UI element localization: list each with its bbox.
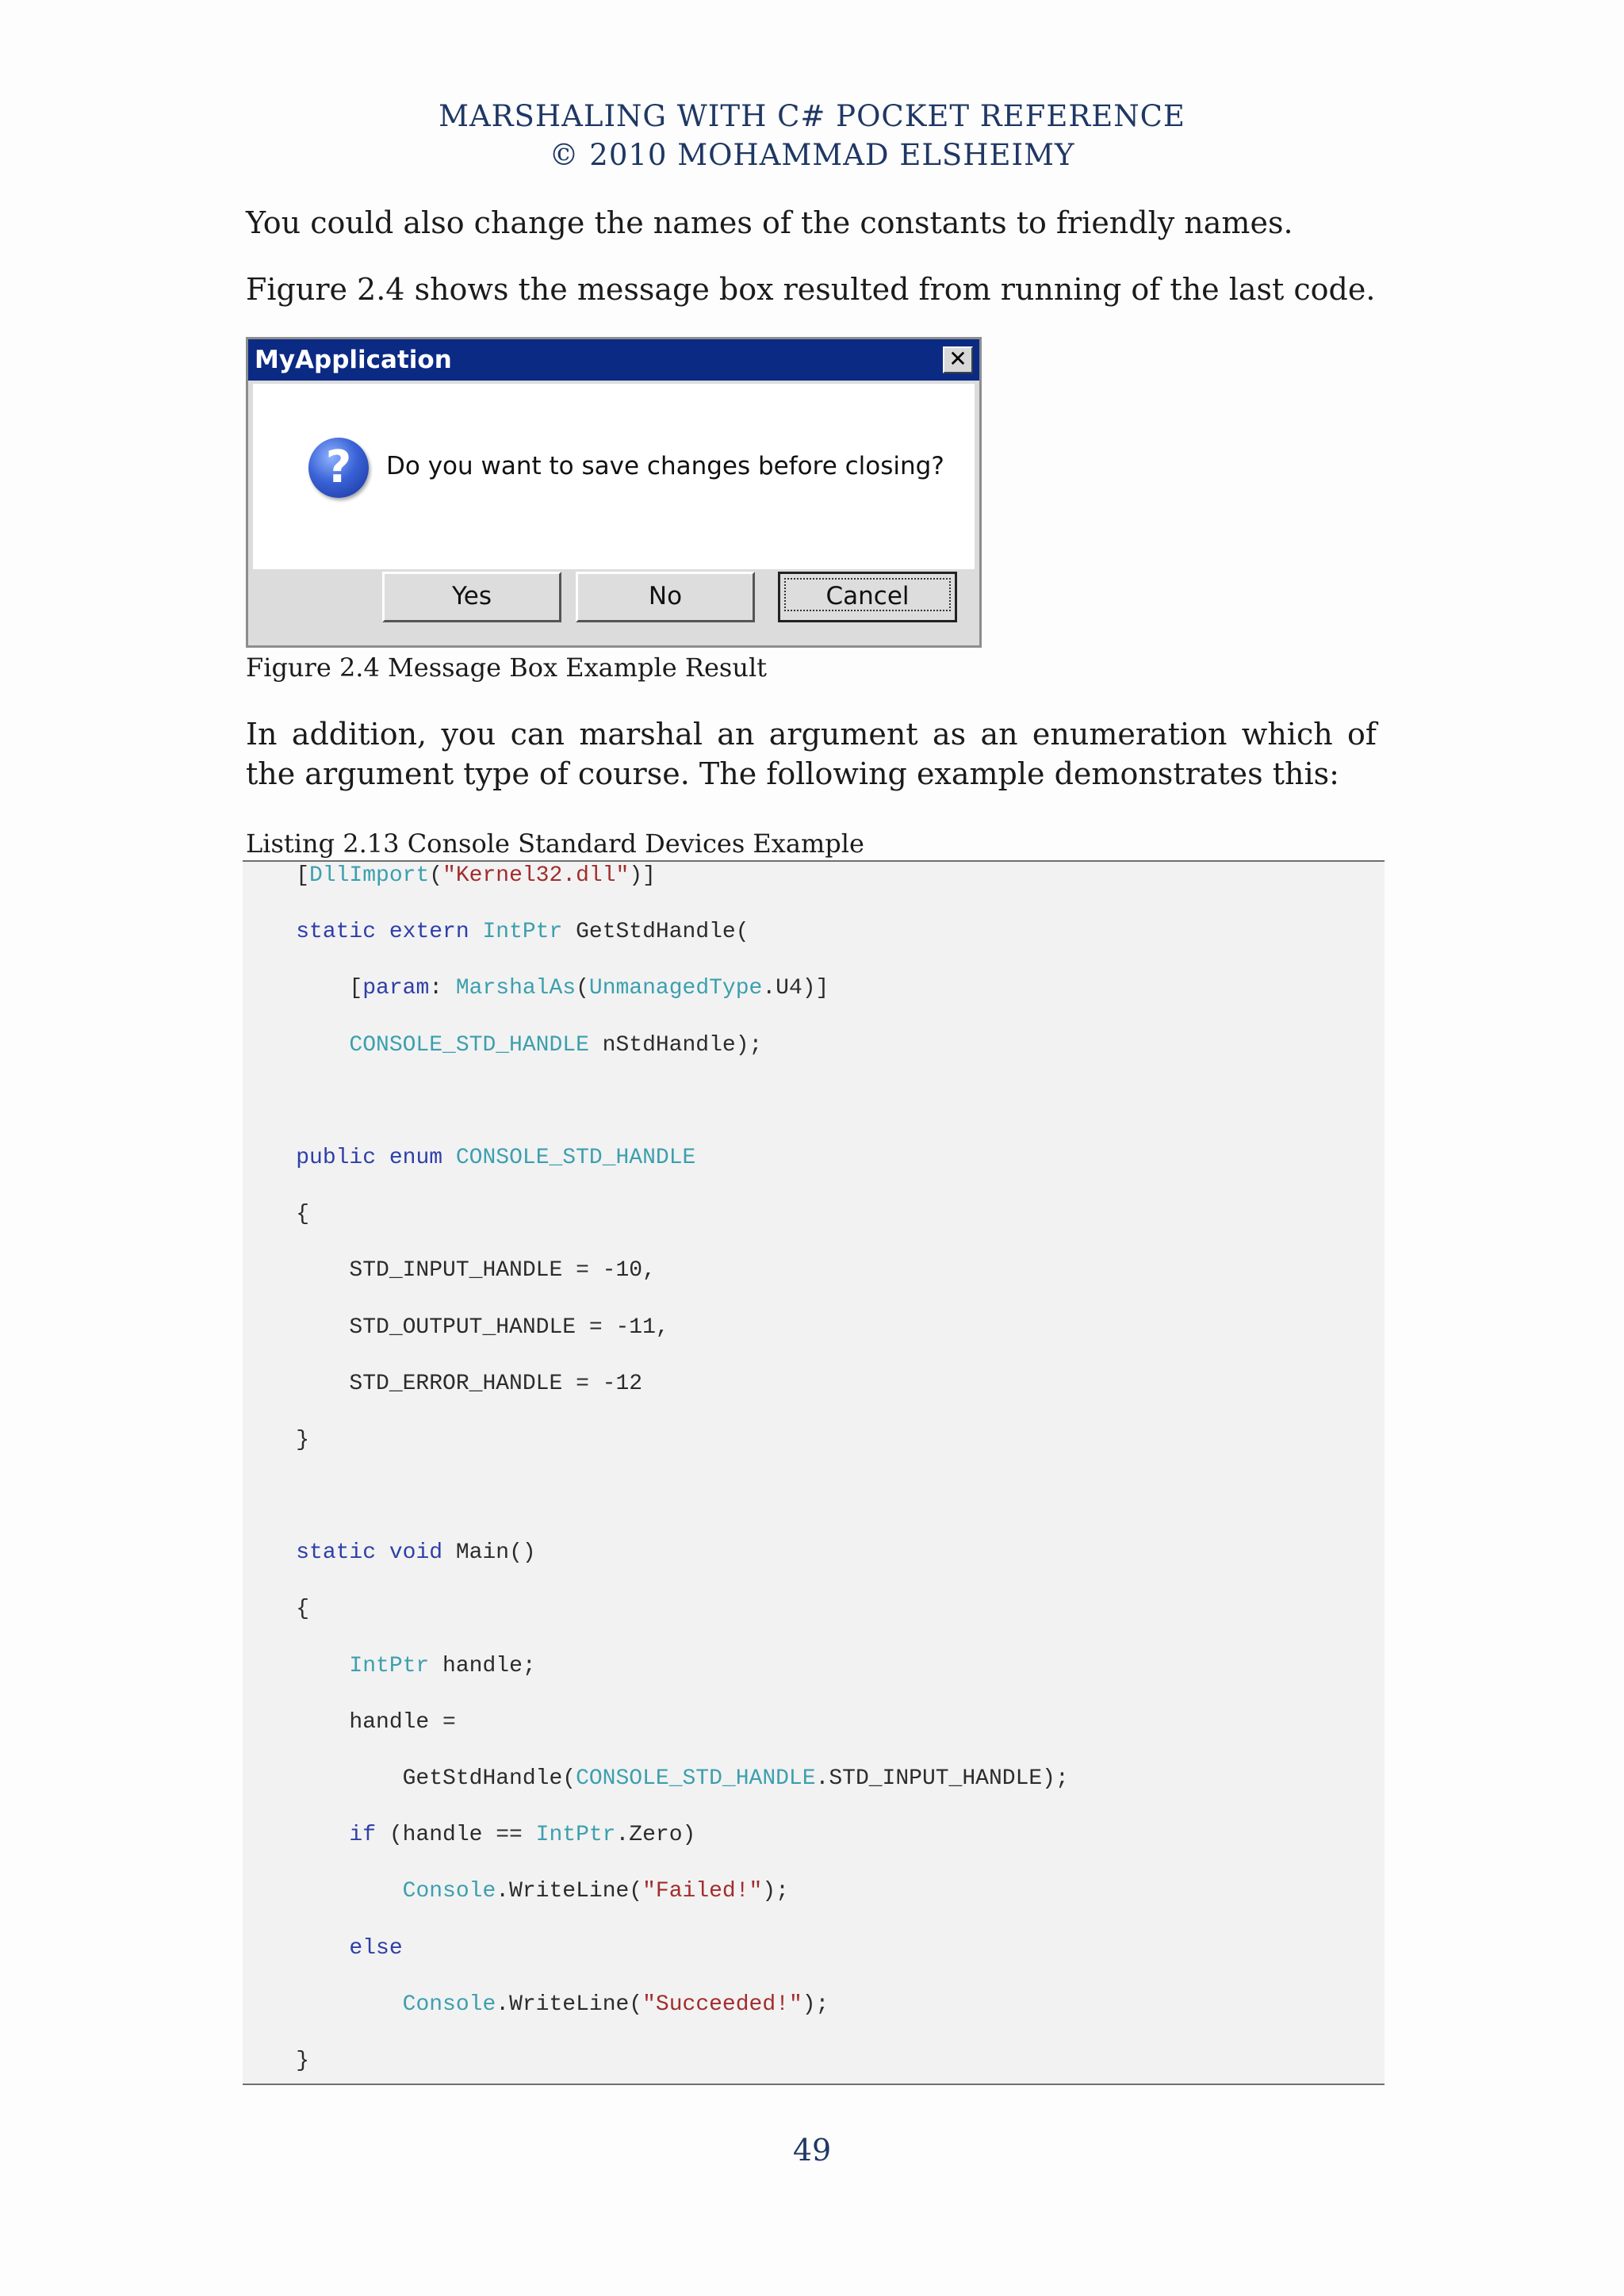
close-icon: ✕ — [943, 346, 973, 373]
code-line — [243, 1088, 1069, 1116]
code-token: ); — [802, 1992, 829, 2017]
code-line — [243, 1821, 1069, 1850]
code-line — [243, 1765, 1069, 1793]
code-token: [ — [243, 863, 310, 888]
code-token: CONSOLE_STD_HANDLE — [455, 1145, 696, 1170]
code-line — [243, 1398, 1069, 1426]
code-line — [243, 1680, 1069, 1709]
code-token: CONSOLE_STD_HANDLE — [349, 1032, 589, 1058]
code-token — [469, 920, 483, 944]
code-line — [243, 947, 1069, 975]
code-token: { — [243, 1597, 310, 1622]
code-line — [243, 1314, 1069, 1342]
code-line — [243, 1652, 1069, 1681]
code-token: .WriteLine( — [496, 1992, 643, 2017]
code-line — [243, 1144, 1069, 1173]
code-token: Console — [402, 1992, 496, 2017]
code-listing — [243, 860, 1385, 2085]
code-token: MarshalAs — [455, 976, 576, 1001]
code-line — [243, 1991, 1069, 2019]
code-token: Console — [402, 1879, 496, 1904]
code-token: Main() — [442, 1540, 536, 1566]
message-box-body — [253, 384, 975, 569]
page-number: 49 — [792, 2133, 832, 2168]
paragraph-enumeration: In addition, you can marshal an argument as an enumeration which of the argument type of course. The following example demonstrates this: — [246, 717, 1377, 791]
code-token: } — [243, 1427, 310, 1452]
header-copyright: © 2010 MOHAMMAD ELSHEIMY — [549, 138, 1075, 172]
code-token — [243, 1936, 349, 1961]
code-token: static extern — [296, 920, 469, 945]
code-token: ( — [429, 863, 443, 888]
cancel-button-label: Cancel — [784, 578, 951, 611]
code-line — [243, 1962, 1069, 1991]
no-button: No — [576, 572, 755, 622]
code-line — [243, 1059, 1069, 1088]
code-line — [243, 1285, 1069, 1314]
code-line — [243, 862, 1069, 890]
code-line — [243, 1906, 1069, 1934]
code-line — [243, 1934, 1069, 1963]
code-token — [442, 1146, 456, 1170]
code-line — [243, 1031, 1069, 1060]
code-line — [243, 2019, 1069, 2047]
code-line — [243, 1709, 1069, 1737]
code-token: STD_INPUT_HANDLE = -10, — [243, 1258, 656, 1284]
code-line — [243, 1173, 1069, 1201]
code-token: "Failed!" — [642, 1879, 763, 1904]
yes-button: Yes — [382, 572, 561, 622]
code-line — [243, 1370, 1069, 1399]
code-token: handle = — [243, 1709, 456, 1735]
message-box-titlebar — [248, 339, 979, 381]
code-line — [243, 1736, 1069, 1765]
code-token: IntPtr — [482, 920, 563, 945]
code-token: { — [243, 1202, 310, 1227]
code-token: if — [349, 1823, 377, 1848]
code-line — [243, 1793, 1069, 1822]
code-token: ( — [576, 976, 589, 1001]
code-token: GetStdHandle( — [562, 920, 749, 945]
paragraph-figure-reference: Figure 2.4 shows the message box resulted from running of the last code. — [246, 272, 1376, 307]
code-token: handle; — [429, 1653, 536, 1678]
paragraph-friendly-names: You could also change the names of the constants to friendly names. — [246, 205, 1293, 240]
code-token: GetStdHandle( — [243, 1766, 576, 1791]
code-token: else — [349, 1935, 403, 1961]
running-header — [0, 97, 1624, 174]
code-line — [243, 1229, 1069, 1257]
code-line — [243, 974, 1069, 1003]
code-token: STD_ERROR_HANDLE = -12 — [243, 1371, 643, 1396]
code-line — [243, 1003, 1069, 1031]
code-token: public enum — [296, 1145, 443, 1170]
code-token — [243, 1992, 403, 2017]
message-box-figure — [246, 337, 982, 648]
code-token — [243, 1879, 403, 1904]
code-token: ); — [762, 1879, 789, 1904]
code-line — [243, 1539, 1069, 1567]
code-token: static void — [296, 1540, 443, 1566]
code-token — [243, 1654, 349, 1678]
code-token: .WriteLine( — [496, 1879, 643, 1904]
code-token — [243, 1033, 349, 1058]
code-token — [243, 1146, 296, 1170]
code-line — [243, 1567, 1069, 1596]
code-line — [243, 1341, 1069, 1370]
code-token — [243, 1540, 296, 1565]
code-token: "Succeeded!" — [642, 1992, 802, 2017]
code-token: .Zero) — [615, 1823, 696, 1848]
message-box-title: MyApplication — [255, 346, 452, 374]
code-token: .STD_INPUT_HANDLE); — [815, 1766, 1069, 1791]
code-token: STD_OUTPUT_HANDLE = -11, — [243, 1314, 669, 1340]
code-line — [243, 1115, 1069, 1144]
code-token: )] — [629, 863, 656, 888]
code-token: DllImport — [309, 863, 430, 888]
question-icon: ? — [308, 438, 369, 498]
code-line — [243, 1426, 1069, 1455]
listing-caption: Listing 2.13 Console Standard Devices Example — [246, 828, 864, 859]
code-token: nStdHandle); — [588, 1032, 763, 1058]
code-line — [243, 1850, 1069, 1878]
code-line — [243, 1483, 1069, 1511]
code-token: CONSOLE_STD_HANDLE — [576, 1766, 816, 1791]
code-line — [243, 1257, 1069, 1285]
code-line — [243, 2047, 1069, 2076]
code-line — [243, 1454, 1069, 1483]
code-line — [243, 1200, 1069, 1229]
code-token: "Kernel32.dll" — [442, 863, 630, 888]
code-line — [243, 1624, 1069, 1652]
code-line — [243, 1877, 1069, 1906]
header-title: MARSHALING WITH C# POCKET REFERENCE — [439, 99, 1185, 133]
code-line — [243, 1595, 1069, 1624]
code-token: (handle == — [376, 1823, 536, 1848]
code-line — [243, 918, 1069, 947]
code-token: param — [362, 976, 430, 1001]
code-token: .U4)] — [762, 976, 829, 1001]
code-token: IntPtr — [349, 1653, 430, 1678]
message-box-text: Do you want to save changes before closing? — [386, 452, 944, 480]
code-token — [243, 920, 296, 944]
code-token: UnmanagedType — [588, 976, 763, 1001]
code-token: } — [243, 2048, 310, 2073]
figure-caption: Figure 2.4 Message Box Example Result — [246, 652, 768, 683]
code-token: IntPtr — [535, 1823, 616, 1848]
code-line — [243, 1511, 1069, 1540]
code-block — [243, 862, 1069, 2076]
code-token — [243, 1823, 349, 1847]
cancel-button — [778, 572, 957, 622]
code-line — [243, 890, 1069, 919]
code-token: [ — [243, 976, 363, 1001]
code-token: : — [429, 976, 456, 1001]
